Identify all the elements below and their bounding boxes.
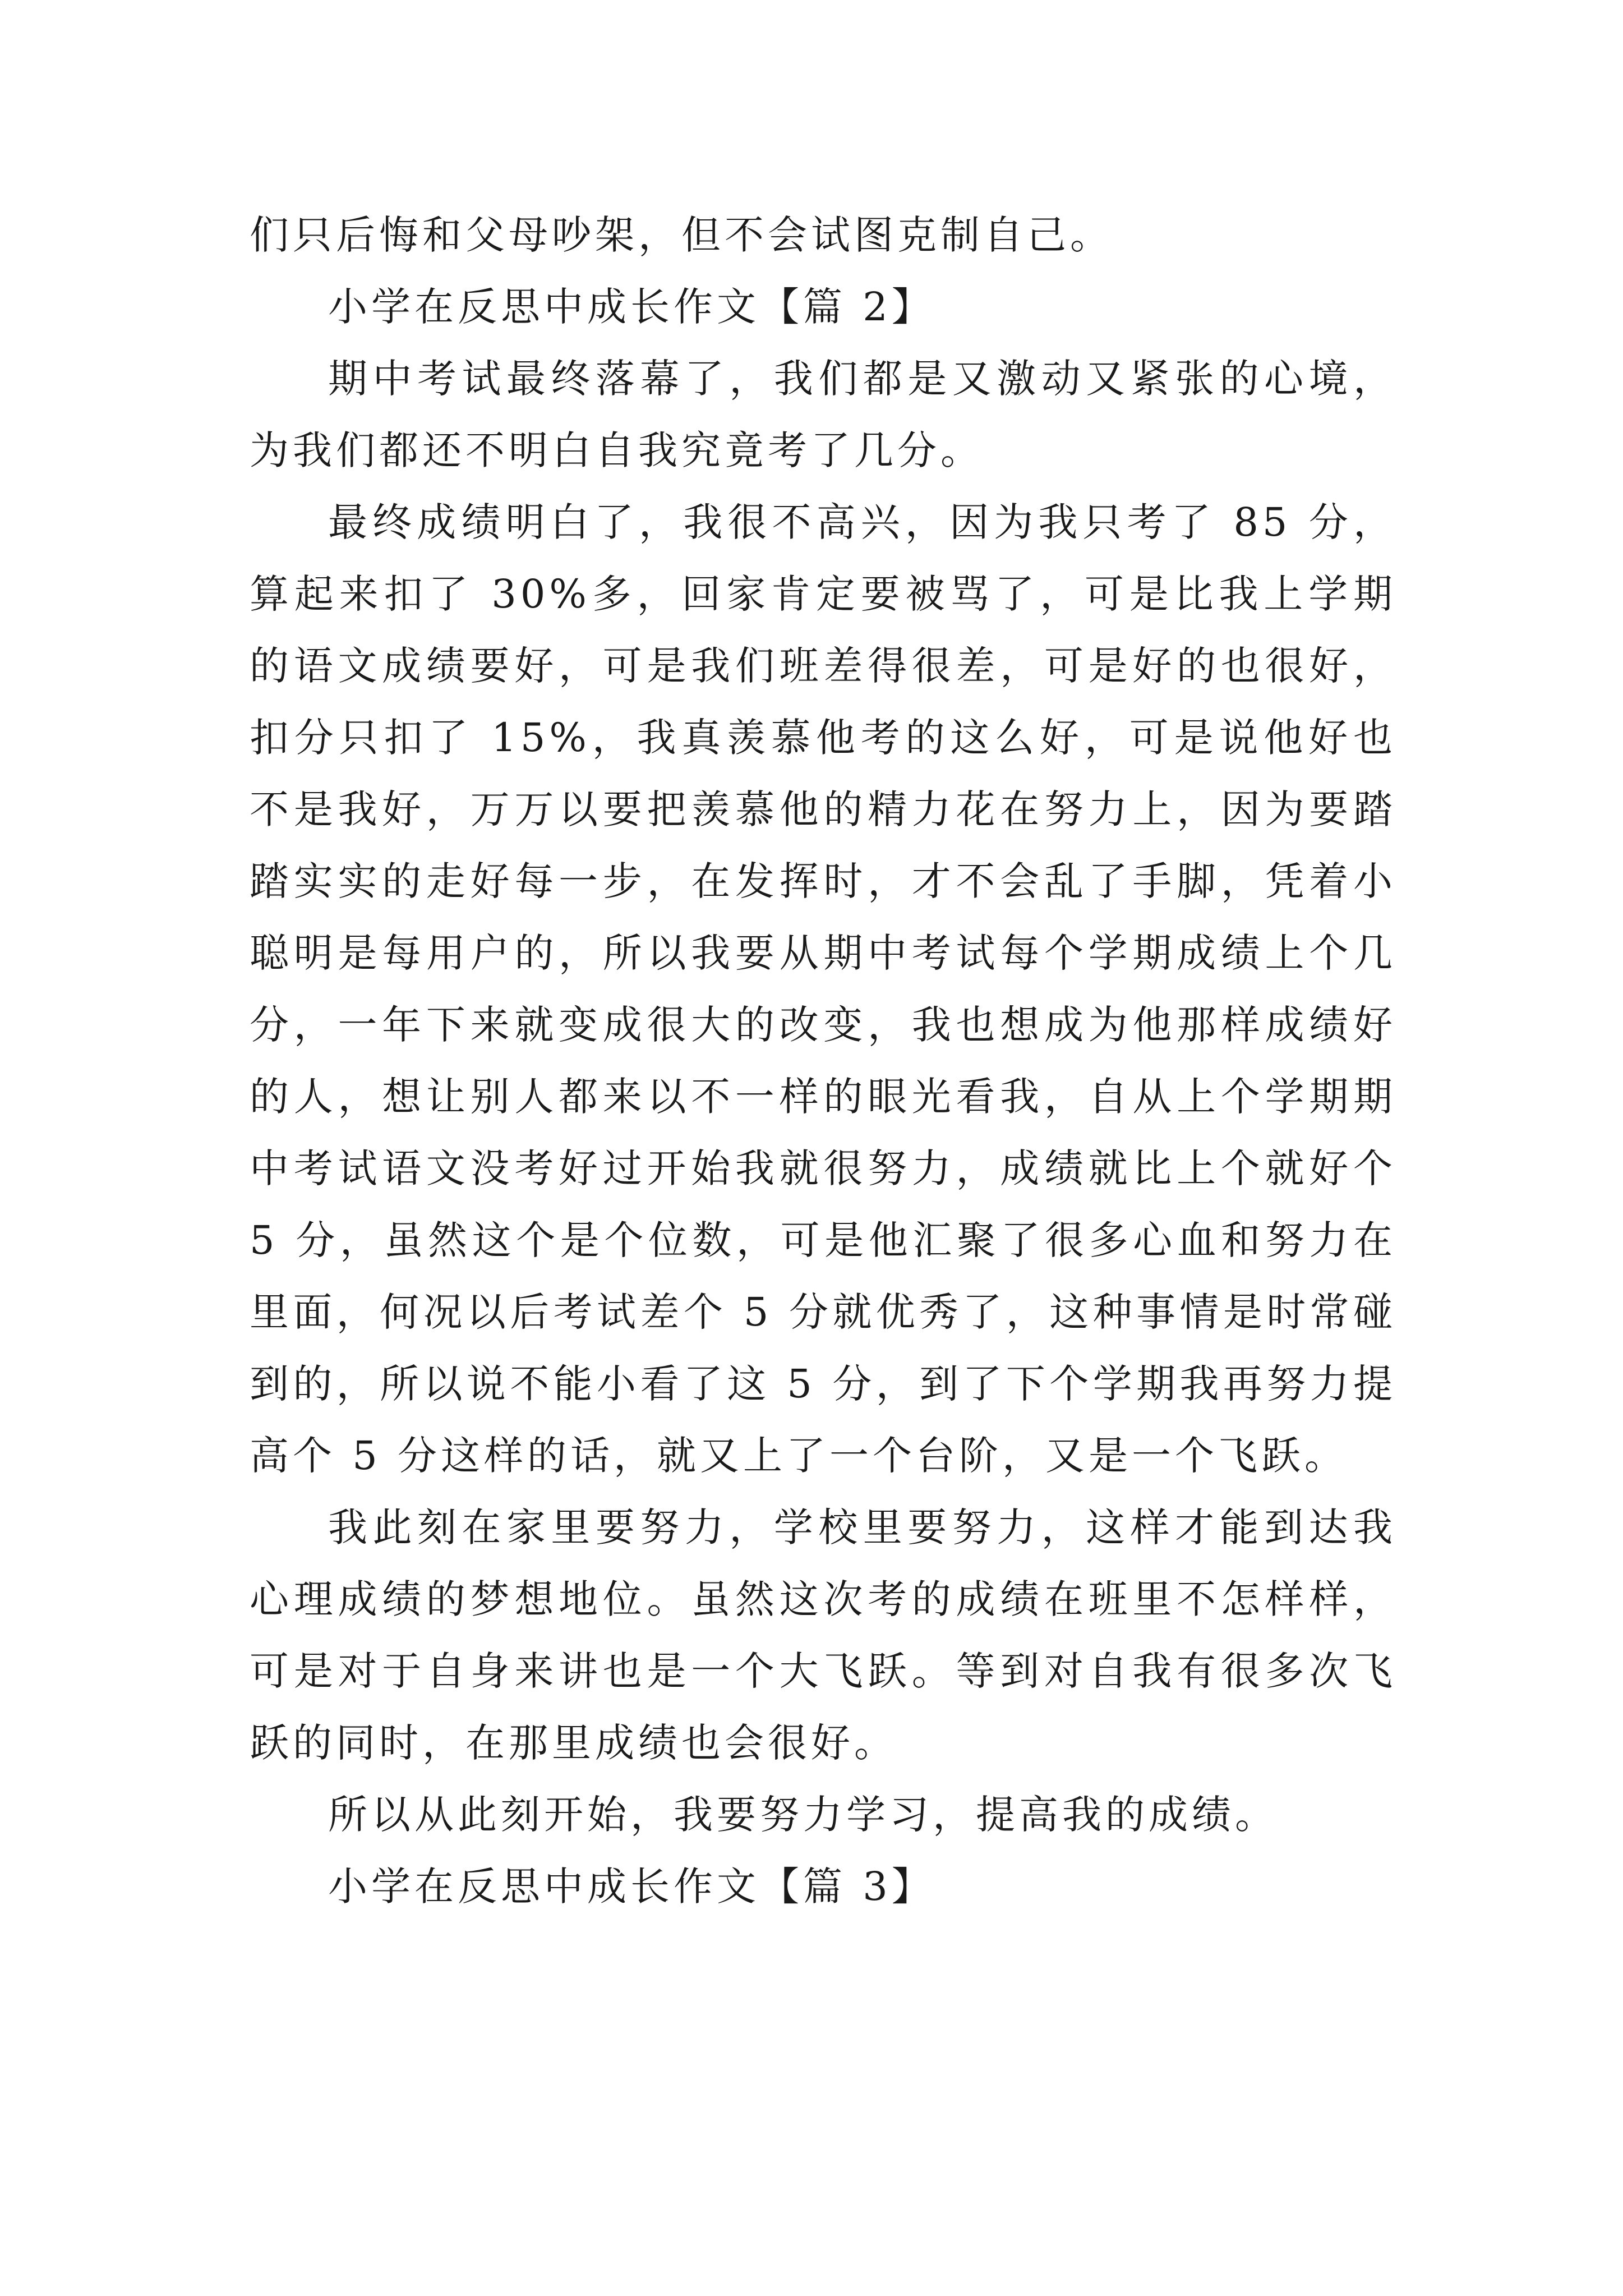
continued-paragraph: 们只后悔和父母吵架，但不会试图克制自己。	[250, 212, 1113, 258]
paragraph-results: 最终成绩明白了，我很不高兴，因为我只考了 85 分，算起来扣了 30%多，回家肯定要被骂了，可是比我上学期的语文成绩要好，可是我们班差得很差，可是好的也很好，扣分只扣了 15%，我真羡慕他考的这么好，可是说他好也不是我好，万万以要把羡慕他的精力花在努力上，因为要踏踏实实的走好每一步，在发挥时，才不会乱了手脚，凭着小聪明是每用户的，所以我要从期中考试每个学期成绩上个几分，一年下来就变成很大的改变，我也想成为他那样成绩好的人，想让别人都来以不一样的眼光看我，自从上个学期期中考试语文没考好过开始我就很努力，成绩就比上个就好个 5 分，虽然这个是个位数，可是他汇聚了很多心血和努力在里面，何况以后考试差个 5 分就优秀了，这种事情是时常碰到的，所以说不能小看了这 5 分，到了下个学期我再努力提高个 5 分这样的话，就又上了一个台阶，又是一个飞跃。	[250, 499, 1396, 1479]
paragraph-effort: 我此刻在家里要努力，学校里要努力，这样才能到达我心理成绩的梦想地位。虽然这次考的成绩在班里不怎样样，可是对于自身来讲也是一个大飞跃。等到对自我有很多次飞跃的同时，在那里成绩也会很好。	[250, 1504, 1396, 1766]
document-body	[250, 199, 1396, 1922]
section-heading-2: 小学在反思中成长作文【篇 2】	[328, 284, 935, 330]
paragraph-exam-ended: 期中考试最终落幕了，我们都是又激动又紧张的心境，为我们都还不明白自我究竟考了几分。	[250, 356, 1396, 473]
section-heading-3: 小学在反思中成长作文【篇 3】	[328, 1864, 935, 1910]
paragraph-conclusion: 所以从此刻开始，我要努力学习，提高我的成绩。	[328, 1792, 1278, 1838]
